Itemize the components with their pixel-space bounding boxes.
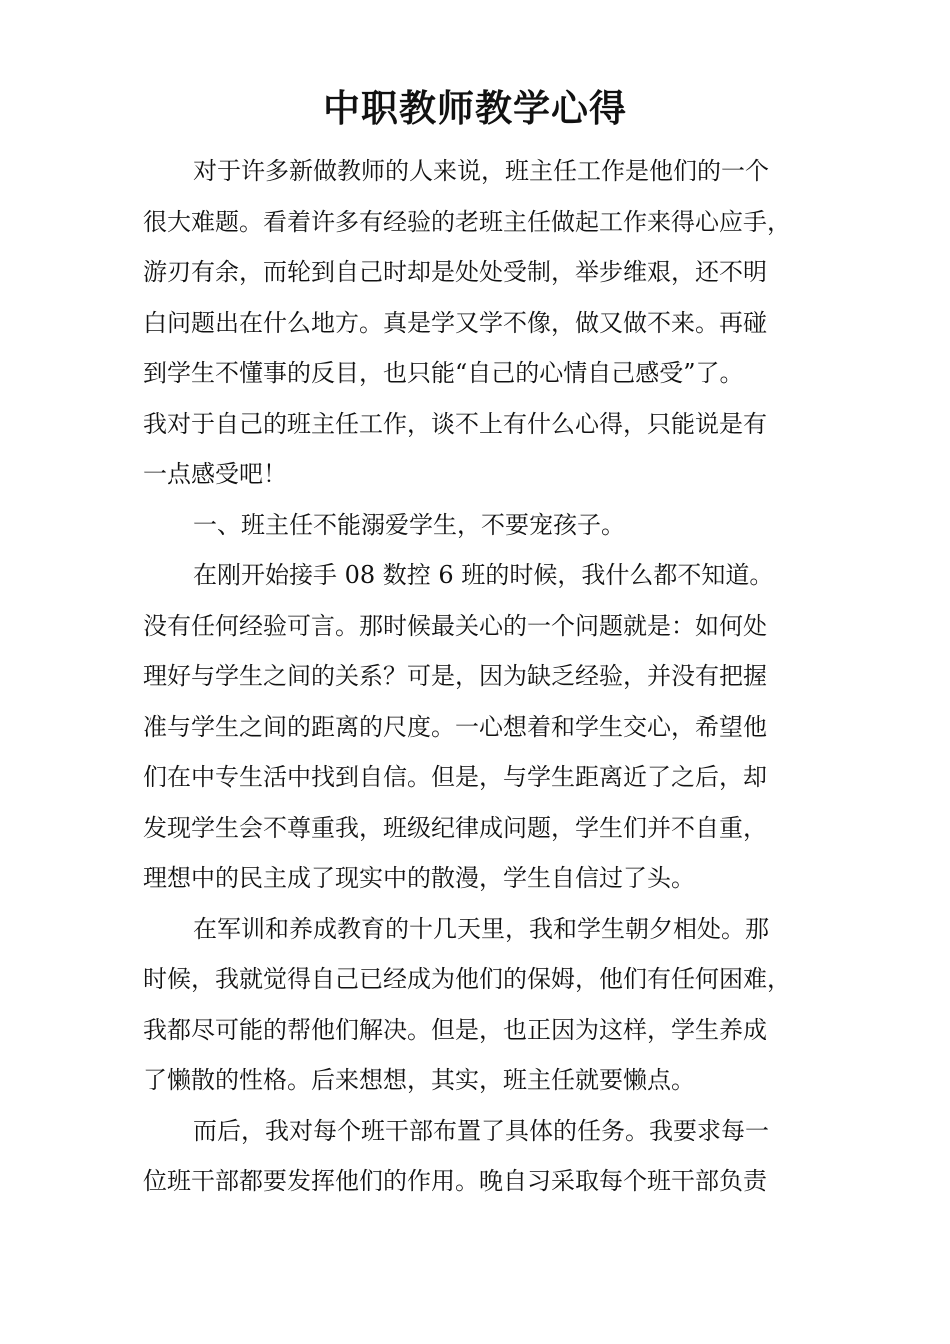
text-line: 们在中专生活中找到自信。但是，与学生距离近了之后，却 <box>143 763 767 791</box>
text-line: 到学生不懂事的反目，也只能“自己的心情自己感受”了。 <box>143 359 744 387</box>
text-line: 一点感受吧！ <box>143 460 287 488</box>
text-line: 在军训和养成教育的十几天里，我和学生朝夕相处。那 <box>193 914 769 943</box>
text-line: 而后，我对每个班干部布置了具体的任务。我要求每一 <box>193 1116 769 1145</box>
text-line: 我对于自己的班主任工作，谈不上有什么心得，只能说是有 <box>143 409 767 438</box>
text-line: 发现学生会不尊重我，班级纪律成问题，学生们并不自重， <box>143 813 767 842</box>
section-heading: 一、班主任不能溺爱学生，不要宠孩子。 <box>193 510 625 539</box>
text-line: 理好与学生之间的关系？可是，因为缺乏经验，并没有把握 <box>143 662 767 690</box>
document-title: 中职教师教学心得 <box>323 86 627 130</box>
text-line: 在刚开始接手 08 数控 6 班的时候，我什么都不知道。 <box>193 561 774 589</box>
text-line: 位班干部都要发挥他们的作用。晚自习采取每个班干部负责 <box>143 1167 767 1195</box>
text-line: 准与学生之间的距离的尺度。一心想着和学生交心，希望他 <box>143 712 767 741</box>
text-line: 对于许多新做教师的人来说，班主任工作是他们的一个 <box>193 157 769 185</box>
text-line: 白问题出在什么地方。真是学又学不像，做又做不来。再碰 <box>143 308 767 337</box>
document-body <box>143 146 823 1207</box>
text-line: 理想中的民主成了现实中的散漫，学生自信过了头。 <box>143 864 695 892</box>
text-line: 很大难题。看着许多有经验的老班主任做起工作来得心应手， <box>143 207 791 236</box>
text-line: 游刃有余，而轮到自己时却是处处受制，举步维艰，还不明 <box>143 258 767 286</box>
text-line: 我都尽可能的帮他们解决。但是，也正因为这样，学生养成 <box>143 1015 767 1044</box>
text-line: 时候，我就觉得自己已经成为他们的保姆，他们有任何困难， <box>143 965 791 993</box>
text-line: 了懒散的性格。后来想想，其实，班主任就要懒点。 <box>143 1066 695 1094</box>
text-line: 没有任何经验可言。那时候最关心的一个问题就是：如何处 <box>143 611 767 640</box>
